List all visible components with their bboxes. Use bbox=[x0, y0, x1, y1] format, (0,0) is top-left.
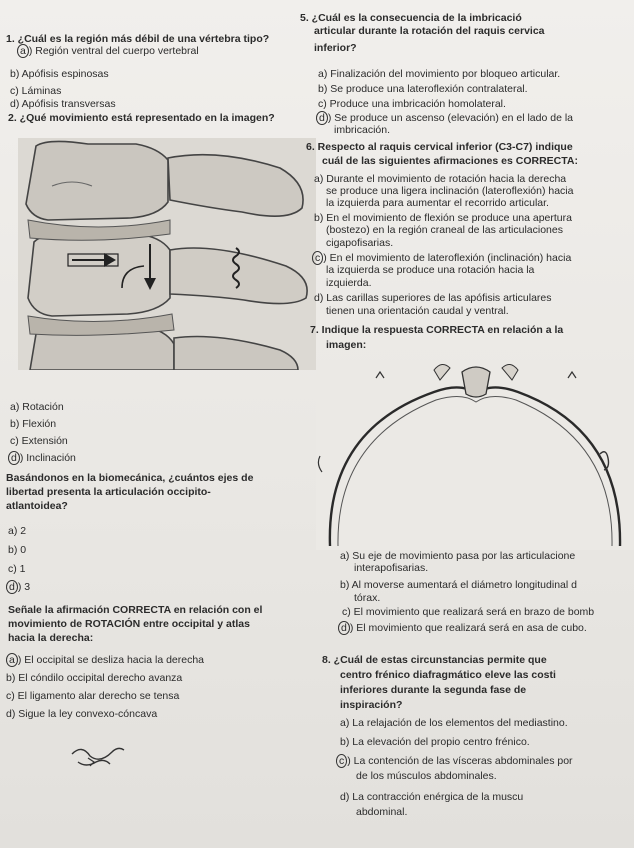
q1-option-d[interactable]: d) Apófisis transversas bbox=[10, 98, 116, 110]
q3-option-b[interactable]: b) 0 bbox=[8, 544, 27, 556]
selected-mark-icon: c bbox=[312, 251, 323, 265]
q7-option-b[interactable]: b) Al moverse aumentará el diámetro longitudinal d bbox=[340, 579, 577, 591]
q5-option-d[interactable] bbox=[316, 112, 573, 124]
q2-option-b[interactable]: b) Flexión bbox=[10, 418, 57, 430]
q7-line-2: imagen: bbox=[326, 339, 367, 351]
q6-option-c-2: la izquierda se produce una rotación hacia la bbox=[326, 264, 535, 276]
q1-option-a[interactable] bbox=[17, 45, 199, 57]
q7-option-d[interactable] bbox=[338, 622, 587, 634]
q2-option-a[interactable]: a) Rotación bbox=[10, 401, 64, 413]
vertebra-figure bbox=[18, 138, 316, 370]
q6-option-c-3: izquierda. bbox=[326, 277, 372, 289]
q6-option-a[interactable]: a) Durante el movimiento de rotación hacia la derecha bbox=[314, 173, 567, 185]
q5-line-3: inferior? bbox=[314, 42, 357, 54]
q7-option-a-2: interapofisarias. bbox=[354, 562, 429, 574]
q6-line-2: cuál de las siguientes afirmaciones es CORRECTA: bbox=[322, 155, 578, 167]
selected-mark-icon: d bbox=[316, 111, 328, 125]
q5-line-2: articular durante la rotación del raquis cervica bbox=[314, 25, 545, 37]
selected-mark-icon: d bbox=[6, 580, 18, 594]
q6-option-b[interactable]: b) En el movimiento de flexión se produce una apertura bbox=[314, 212, 572, 224]
q2-option-c[interactable]: c) Extensión bbox=[10, 435, 68, 447]
q8-option-c[interactable] bbox=[336, 755, 573, 767]
q8-option-c-2: de los músculos abdominales. bbox=[356, 770, 497, 782]
q5-option-b[interactable]: b) Se produce una lateroflexión contralateral. bbox=[318, 83, 528, 95]
q7-option-d-text: ) El movimiento que realizará será en asa de cubo. bbox=[349, 622, 587, 634]
q4-option-b[interactable]: b) El cóndilo occipital derecho avanza bbox=[6, 672, 183, 684]
q4-line-3: hacia la derecha: bbox=[8, 632, 94, 644]
q6-option-a-3: la izquierda para aumentar el recorrido articular. bbox=[326, 197, 549, 209]
rib-thorax-figure bbox=[316, 360, 634, 550]
q4-option-a-text: ) El occipital se desliza hacia la derecha bbox=[17, 654, 205, 666]
q3-line-2: libertad presenta la articulación occipito- bbox=[6, 486, 211, 498]
q6-option-a-2: se produce una ligera inclinación (lateroflexión) hacia bbox=[326, 185, 574, 197]
q6-option-b-3: cigapofisarias. bbox=[326, 237, 394, 249]
q5-option-d-cont: imbricación. bbox=[334, 124, 391, 136]
q1-option-a-text: ) Región ventral del cuerpo vertebral bbox=[28, 45, 199, 57]
q5-option-d-text: ) Se produce un ascenso (elevación) en el lado de la bbox=[327, 112, 573, 124]
q8-option-b[interactable]: b) La elevación del propio centro frénico. bbox=[340, 736, 530, 748]
q8-option-a[interactable]: a) La relajación de los elementos del mediastino. bbox=[340, 717, 568, 729]
selected-mark-icon: a bbox=[17, 44, 29, 58]
q2-option-d[interactable] bbox=[8, 452, 76, 464]
q7-option-c[interactable]: c) El movimiento que realizará será en brazo de bomb bbox=[342, 606, 595, 618]
q5-option-c[interactable]: c) Produce una imbricación homolateral. bbox=[318, 98, 506, 110]
q6-option-b-2: (bostezo) en la región craneal de las articulaciones bbox=[326, 224, 563, 236]
q2-question: 2. ¿Qué movimiento está representado en la imagen? bbox=[8, 112, 275, 124]
q3-option-d-text: ) 3 bbox=[17, 581, 31, 593]
q4-option-a[interactable] bbox=[6, 654, 204, 666]
q4-line-2: movimiento de ROTACIÓN entre occipital y atlas bbox=[8, 618, 250, 630]
q1-option-c[interactable]: c) Láminas bbox=[10, 85, 62, 97]
q4-line-1: Señale la afirmación CORRECTA en relación con el bbox=[8, 604, 263, 616]
q8-line-2: centro frénico diafragmático eleve las costi bbox=[340, 669, 556, 681]
q8-option-c-text: ) La contención de las vísceras abdominales por bbox=[347, 755, 573, 767]
selected-mark-icon: d bbox=[8, 451, 20, 465]
q6-option-d-2: tienen una orientación caudal y ventral. bbox=[326, 305, 509, 317]
q6-option-c-text: ) En el movimiento de lateroflexión (inclinación) hacia bbox=[323, 252, 572, 264]
q8-option-d[interactable]: d) La contracción enérgica de la muscu bbox=[340, 791, 524, 803]
q3-line-3: atlantoidea? bbox=[6, 500, 68, 512]
selected-mark-icon: c bbox=[336, 754, 347, 768]
q1-question: 1. ¿Cuál es la región más débil de una vértebra tipo? bbox=[6, 33, 270, 45]
handwritten-sketch bbox=[68, 740, 128, 776]
q3-option-a[interactable]: a) 2 bbox=[8, 525, 27, 537]
q6-line-1: 6. Respecto al raquis cervical inferior (C3-C7) indique bbox=[306, 141, 573, 153]
q3-option-d[interactable] bbox=[6, 581, 30, 593]
q8-option-d-2: abdominal. bbox=[356, 806, 408, 818]
q2-option-d-text: ) Inclinación bbox=[19, 452, 76, 464]
q7-option-a[interactable]: a) Su eje de movimiento pasa por las articulacione bbox=[340, 550, 576, 562]
q4-option-d[interactable]: d) Sigue la ley convexo-cóncava bbox=[6, 708, 158, 720]
q7-line-1: 7. Indique la respuesta CORRECTA en relación a la bbox=[310, 324, 564, 336]
selected-mark-icon: d bbox=[338, 621, 350, 635]
selected-mark-icon: a bbox=[6, 653, 18, 667]
q3-option-c[interactable]: c) 1 bbox=[8, 563, 26, 575]
q3-line-1: Basándonos en la biomecánica, ¿cuántos ejes de bbox=[6, 472, 254, 484]
q5-option-a[interactable]: a) Finalización del movimiento por bloqueo articular. bbox=[318, 68, 561, 80]
q8-line-4: inspiración? bbox=[340, 699, 403, 711]
q7-option-b-2: tórax. bbox=[354, 592, 381, 604]
q5-line-1: 5. ¿Cuál es la consecuencia de la imbricació bbox=[300, 12, 522, 24]
q1-option-b[interactable]: b) Apófisis espinosas bbox=[10, 68, 109, 80]
q6-option-d[interactable]: d) Las carillas superiores de las apófisis articulares bbox=[314, 292, 552, 304]
q8-line-3: inferiores durante la segunda fase de bbox=[340, 684, 527, 696]
q4-option-c[interactable]: c) El ligamento alar derecho se tensa bbox=[6, 690, 180, 702]
q8-line-1: 8. ¿Cuál de estas circunstancias permite que bbox=[322, 654, 547, 666]
q6-option-c[interactable] bbox=[312, 252, 571, 264]
